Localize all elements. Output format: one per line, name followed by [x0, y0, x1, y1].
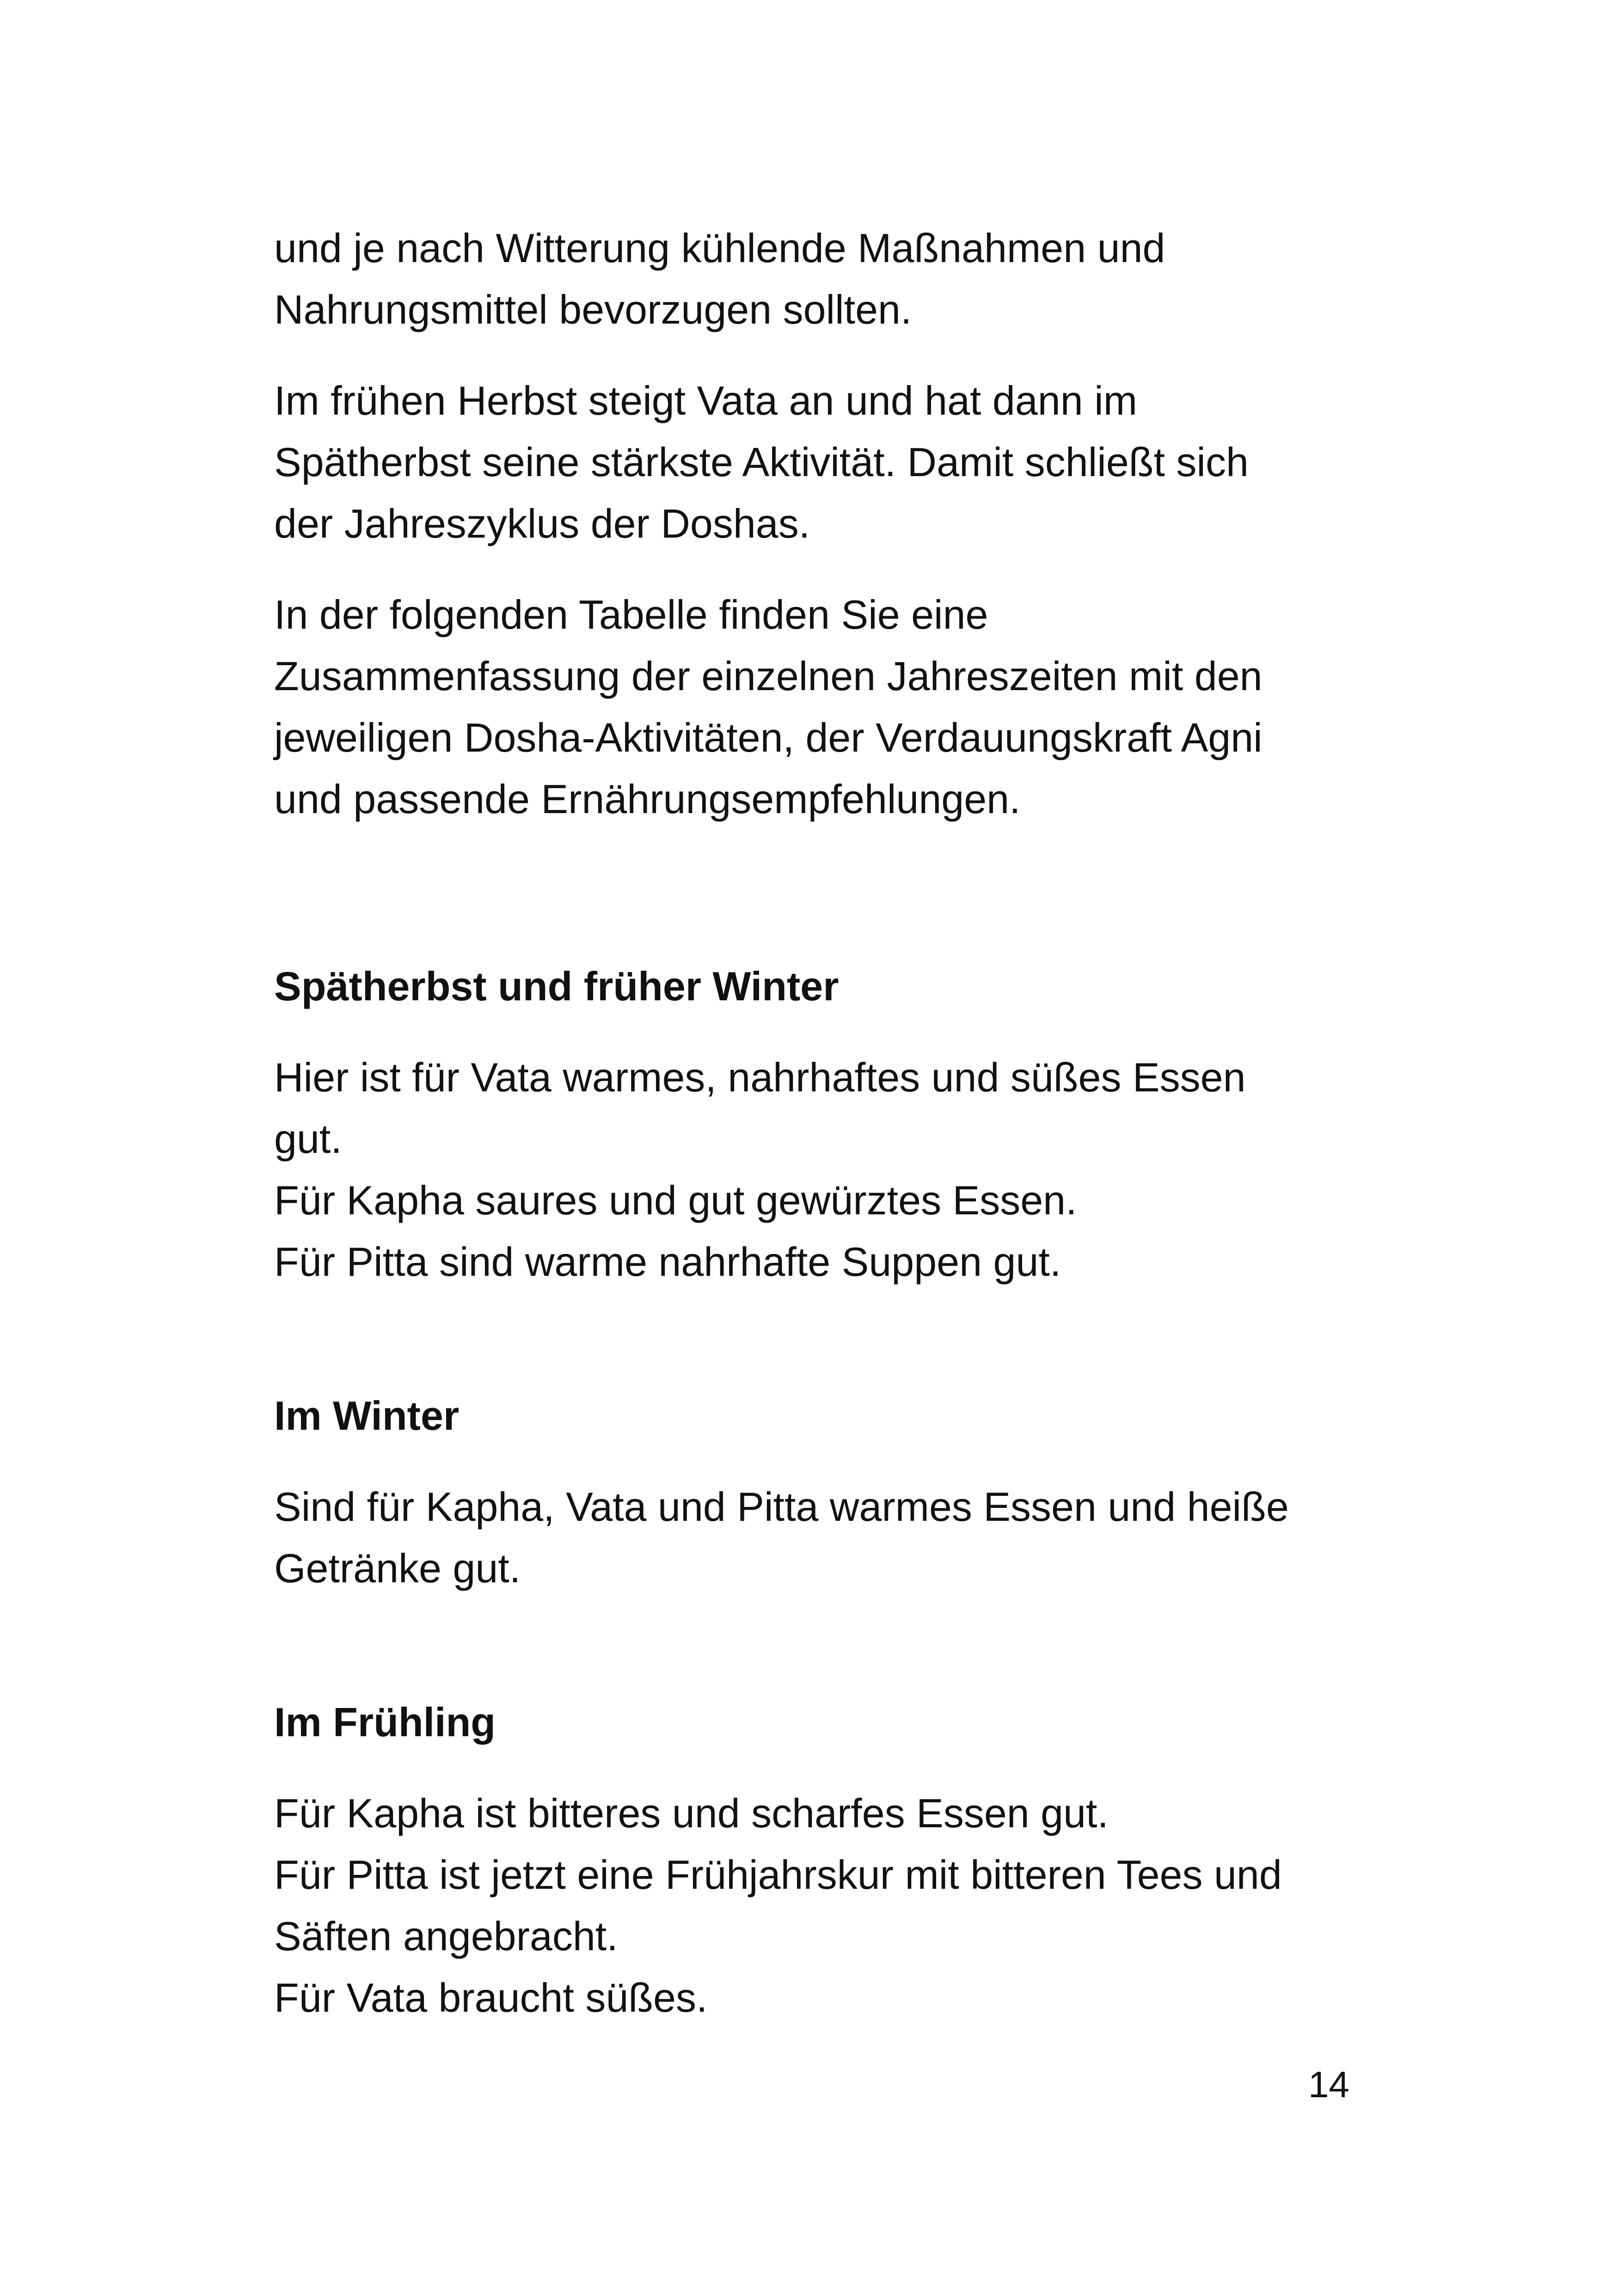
- text-line: Hier ist für Vata warmes, nahrhaftes und süßes Essen: [274, 1054, 1246, 1100]
- paragraph-table-intro: [274, 584, 1370, 830]
- text-line: gut.: [274, 1116, 342, 1162]
- text-line: Sind für Kapha, Vata und Pitta warmes Essen und heiße: [274, 1484, 1289, 1530]
- text-line: Spätherbst seine stärkste Aktivität. Damit schließt sich: [274, 439, 1249, 485]
- page-number: 14: [1308, 2064, 1349, 2105]
- paragraph-cooling-measures: [274, 217, 1370, 340]
- text-line: Für Pitta sind warme nahrhafte Suppen gut.: [274, 1239, 1061, 1285]
- text-line: und je nach Witterung kühlende Maßnahmen und: [274, 225, 1165, 271]
- text-line: Für Vata braucht süßes.: [274, 1975, 708, 2020]
- text-line: Im frühen Herbst steigt Vata an und hat dann im: [274, 378, 1137, 423]
- text-line: jeweiligen Dosha-Aktivitäten, der Verdauungskraft Agni: [274, 715, 1263, 760]
- text-line: Für Pitta ist jetzt eine Frühjahrskur mit bitteren Tees und: [274, 1852, 1282, 1898]
- heading-winter: Im Winter: [274, 1393, 460, 1439]
- text-line: Für Kapha saures und gut gewürztes Essen.: [274, 1177, 1077, 1223]
- text-line: Getränke gut.: [274, 1545, 521, 1591]
- text-line: der Jahreszyklus der Doshas.: [274, 501, 810, 546]
- page-content: [274, 217, 1370, 2058]
- heading-late-autumn: Spätherbst und früher Winter: [274, 963, 839, 1009]
- text-line: Nahrungsmittel bevorzugen sollten.: [274, 287, 912, 332]
- text-line: und passende Ernährungsempfehlungen.: [274, 776, 1021, 822]
- paragraph-autumn-vata: [274, 370, 1370, 554]
- text-line: Für Kapha ist bitteres und scharfes Essen gut.: [274, 1790, 1109, 1836]
- text-line: Säften angebracht.: [274, 1913, 618, 1959]
- paragraph-spring: [274, 1782, 1370, 2028]
- paragraph-winter: [274, 1476, 1370, 1599]
- heading-spring: Im Frühling: [274, 1699, 496, 1745]
- text-line: In der folgenden Tabelle finden Sie eine: [274, 592, 988, 637]
- text-line: Zusammenfassung der einzelnen Jahreszeiten mit den: [274, 653, 1263, 699]
- paragraph-late-autumn: [274, 1047, 1370, 1292]
